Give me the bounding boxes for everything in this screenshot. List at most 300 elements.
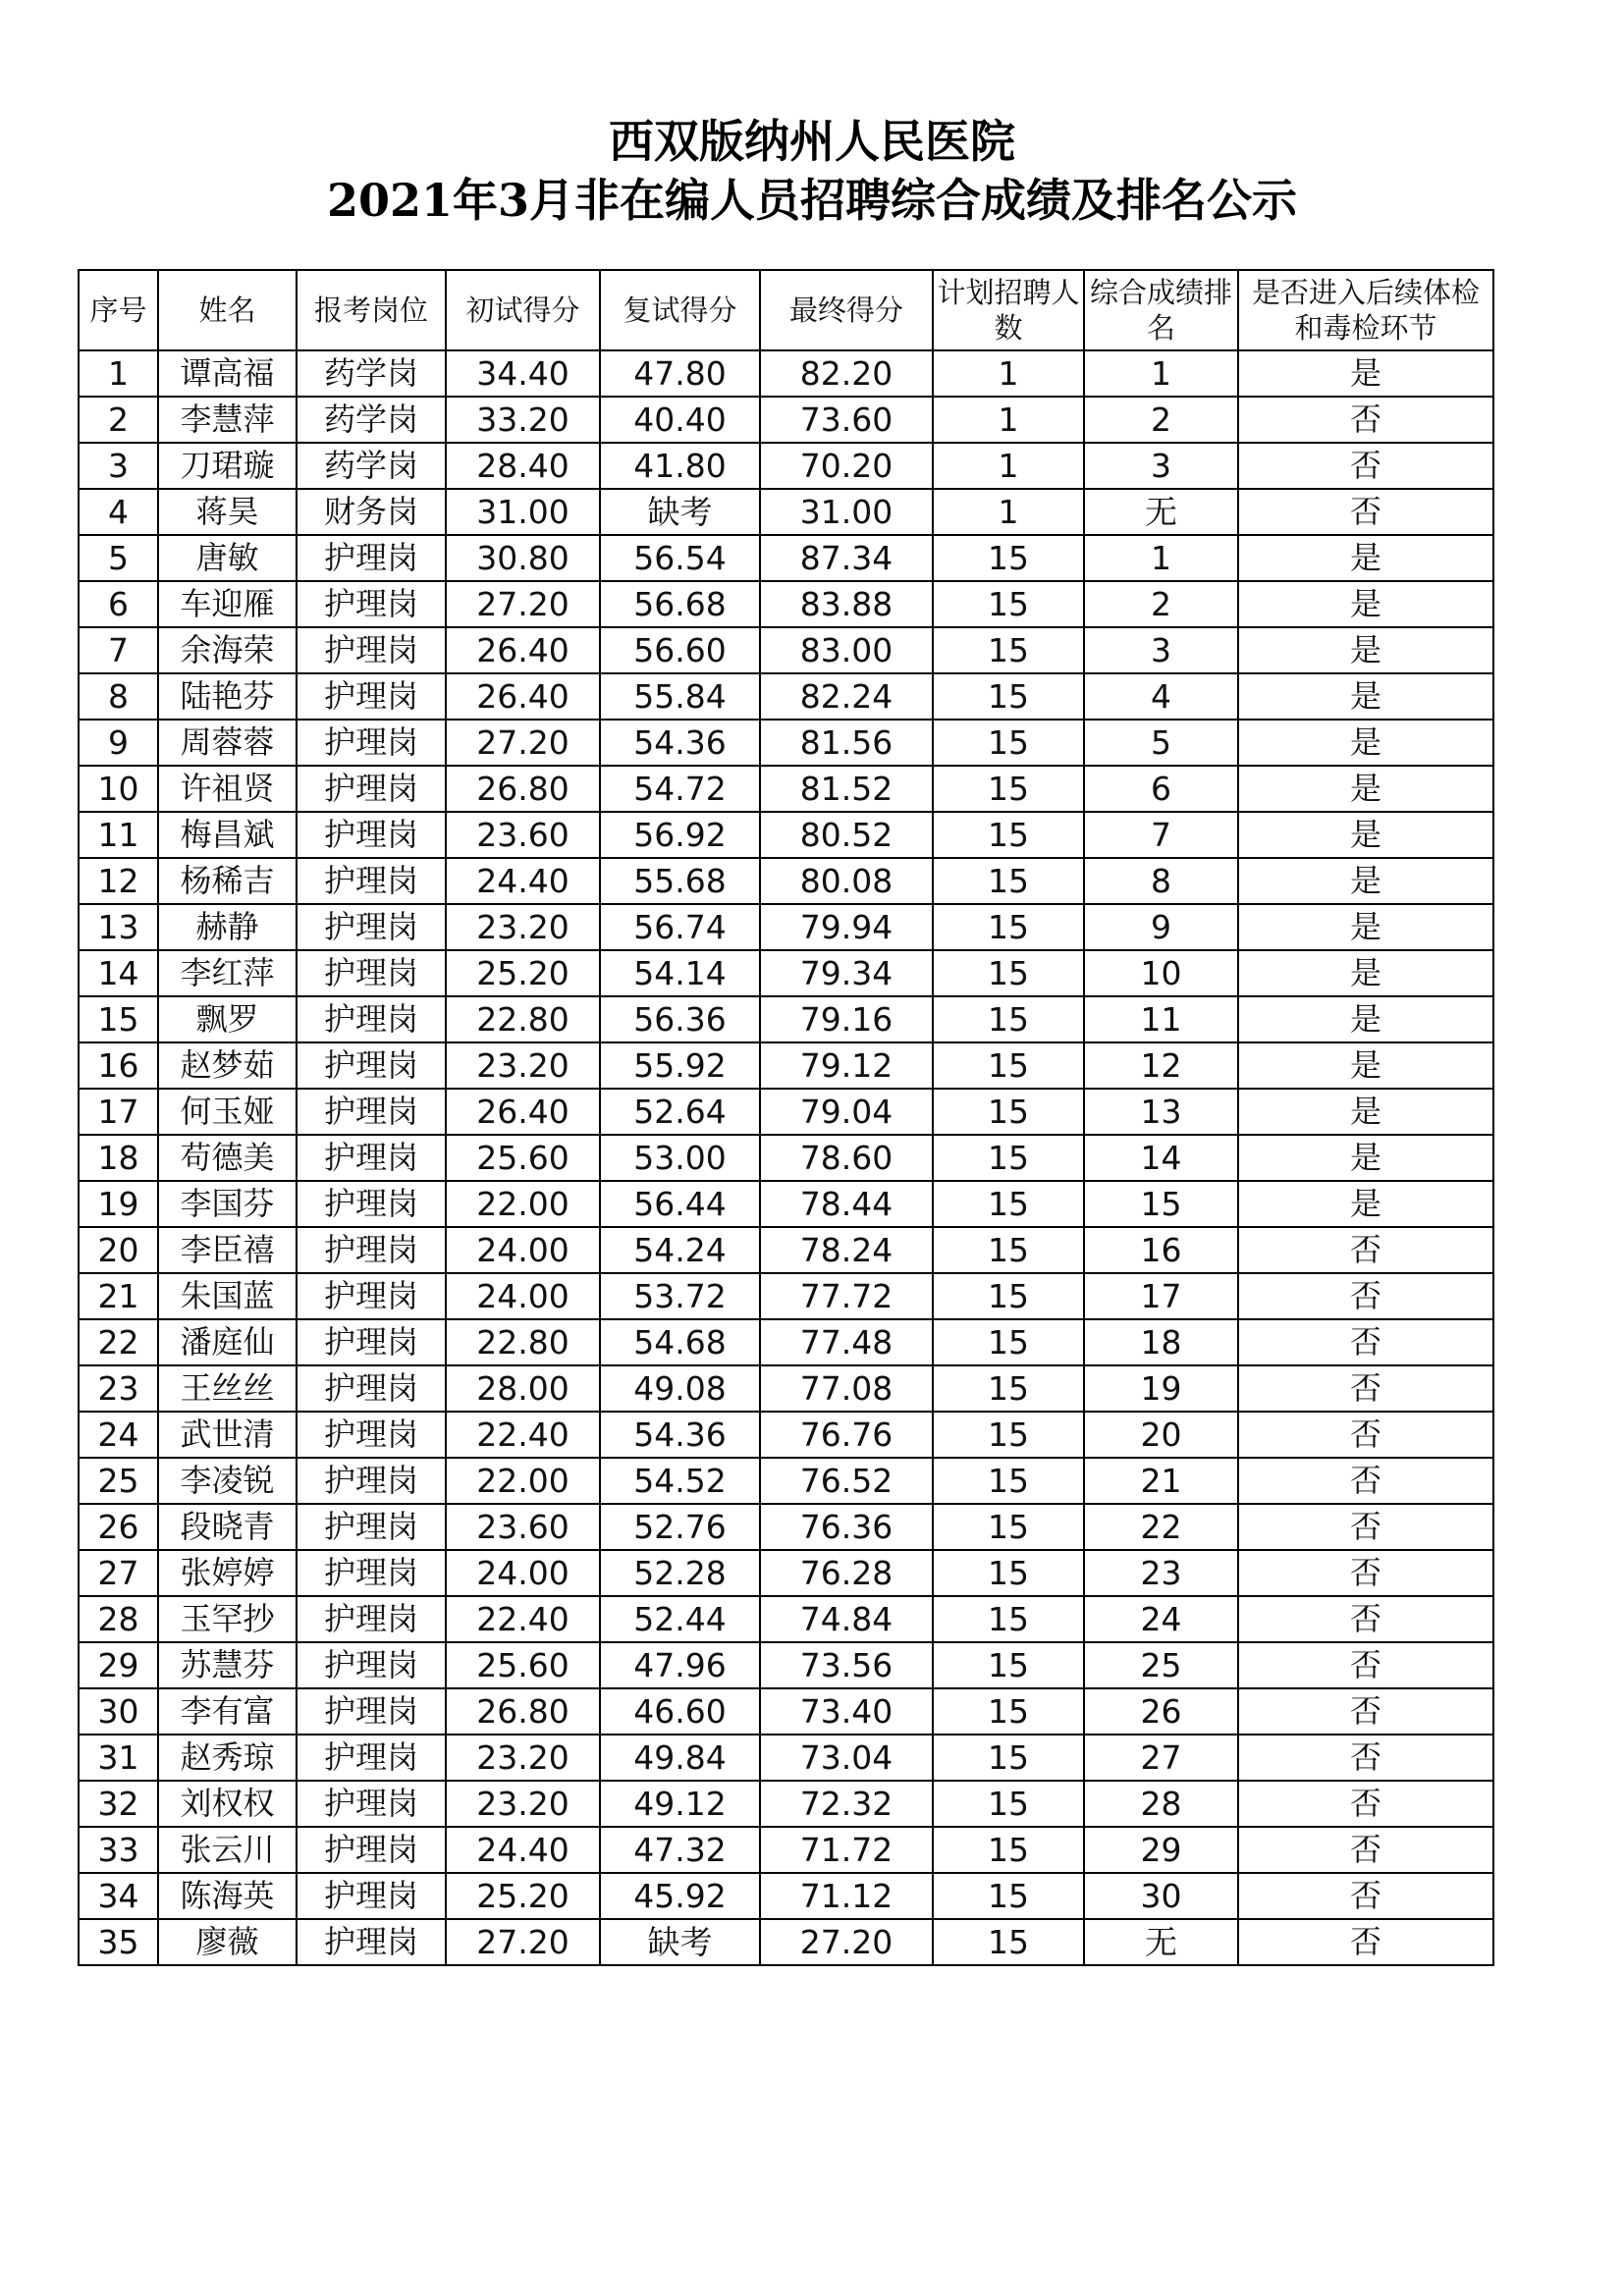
cell-final-score: 78.44 [760,1181,933,1227]
cell-rank: 6 [1084,766,1238,812]
cell-post: 护理岗 [297,581,446,627]
cell-final-score: 79.16 [760,996,933,1042]
cell-next-step: 否 [1238,1919,1493,1965]
cell-plan: 15 [933,1458,1084,1504]
cell-next-step: 否 [1238,1642,1493,1688]
cell-plan: 15 [933,627,1084,673]
cell-next-step: 是 [1238,1089,1493,1135]
cell-first-score: 22.00 [446,1181,600,1227]
table-row [79,581,1493,627]
cell-first-score: 22.40 [446,1596,600,1642]
cell-name: 潘庭仙 [158,1319,297,1365]
cell-second-score: 54.52 [600,1458,760,1504]
table-row [79,1781,1493,1827]
cell-second-score: 55.84 [600,673,760,720]
cell-rank: 8 [1084,858,1238,904]
table-row [79,1458,1493,1504]
table-row [79,1181,1493,1227]
cell-plan: 15 [933,673,1084,720]
table-row [79,535,1493,581]
cell-plan: 15 [933,1873,1084,1919]
table-row [79,1504,1493,1550]
table-row [79,1135,1493,1181]
cell-second-score: 54.36 [600,720,760,766]
cell-no: 3 [79,443,158,489]
cell-second-score: 47.32 [600,1827,760,1873]
cell-first-score: 25.20 [446,950,600,996]
table-row [79,1596,1493,1642]
table-row [79,1365,1493,1412]
cell-second-score: 56.60 [600,627,760,673]
cell-name: 玉罕抄 [158,1596,297,1642]
cell-rank: 3 [1084,443,1238,489]
cell-first-score: 24.00 [446,1550,600,1596]
cell-rank: 2 [1084,397,1238,443]
cell-first-score: 24.00 [446,1227,600,1273]
cell-plan: 15 [933,1596,1084,1642]
cell-first-score: 25.20 [446,1873,600,1919]
document-subtitle: 2021年3月非在编人员招聘综合成绩及排名公示 [326,174,1298,227]
cell-first-score: 33.20 [446,397,600,443]
cell-no: 9 [79,720,158,766]
cell-final-score: 81.52 [760,766,933,812]
table-row [79,627,1493,673]
table-row [79,1042,1493,1089]
cell-next-step: 是 [1238,581,1493,627]
table-row [79,1412,1493,1458]
cell-first-score: 24.40 [446,858,600,904]
cell-no: 12 [79,858,158,904]
cell-rank: 12 [1084,1042,1238,1089]
cell-name: 车迎雁 [158,581,297,627]
cell-plan: 15 [933,1642,1084,1688]
cell-final-score: 80.52 [760,812,933,858]
cell-second-score: 缺考 [600,1919,760,1965]
cell-name: 苏慧芬 [158,1642,297,1688]
cell-next-step: 否 [1238,1873,1493,1919]
cell-first-score: 27.20 [446,581,600,627]
cell-first-score: 28.40 [446,443,600,489]
cell-name: 武世清 [158,1412,297,1458]
cell-post: 护理岗 [297,1135,446,1181]
cell-rank: 无 [1084,489,1238,535]
cell-first-score: 22.40 [446,1412,600,1458]
cell-second-score: 53.72 [600,1273,760,1319]
cell-next-step: 是 [1238,1042,1493,1089]
cell-final-score: 71.12 [760,1873,933,1919]
cell-plan: 15 [933,1319,1084,1365]
cell-final-score: 70.20 [760,443,933,489]
table-row [79,443,1493,489]
cell-first-score: 34.40 [446,350,600,397]
cell-final-score: 79.12 [760,1042,933,1089]
cell-post: 护理岗 [297,673,446,720]
cell-name: 飘罗 [158,996,297,1042]
cell-name: 李国芬 [158,1181,297,1227]
cell-name: 张婷婷 [158,1550,297,1596]
table-row [79,1688,1493,1735]
cell-second-score: 47.80 [600,350,760,397]
cell-second-score: 55.92 [600,1042,760,1089]
cell-second-score: 52.28 [600,1550,760,1596]
cell-first-score: 28.00 [446,1365,600,1412]
cell-rank: 1 [1084,535,1238,581]
cell-next-step: 否 [1238,1365,1493,1412]
cell-name: 苟德美 [158,1135,297,1181]
cell-plan: 15 [933,1181,1084,1227]
cell-no: 15 [79,996,158,1042]
cell-post: 护理岗 [297,1919,446,1965]
cell-next-step: 否 [1238,1412,1493,1458]
cell-second-score: 53.00 [600,1135,760,1181]
cell-first-score: 25.60 [446,1135,600,1181]
cell-post: 护理岗 [297,1781,446,1827]
cell-post: 护理岗 [297,1550,446,1596]
cell-rank: 20 [1084,1412,1238,1458]
cell-no: 20 [79,1227,158,1273]
cell-next-step: 是 [1238,858,1493,904]
cell-name: 何玉娅 [158,1089,297,1135]
cell-post: 护理岗 [297,1042,446,1089]
table-row [79,1642,1493,1688]
cell-plan: 15 [933,766,1084,812]
cell-plan: 15 [933,1412,1084,1458]
cell-first-score: 27.20 [446,720,600,766]
cell-post: 护理岗 [297,1365,446,1412]
table-row [79,766,1493,812]
cell-first-score: 26.40 [446,1089,600,1135]
cell-name: 唐敏 [158,535,297,581]
cell-post: 护理岗 [297,1688,446,1735]
cell-next-step: 否 [1238,1504,1493,1550]
header-cell-plan: 计划招聘人数 [933,270,1084,350]
header-cell-name: 姓名 [158,270,297,350]
cell-second-score: 47.96 [600,1642,760,1688]
cell-next-step: 否 [1238,1596,1493,1642]
cell-second-score: 52.76 [600,1504,760,1550]
cell-next-step: 否 [1238,1688,1493,1735]
table-row [79,489,1493,535]
cell-next-step: 否 [1238,1735,1493,1781]
cell-next-step: 是 [1238,1135,1493,1181]
cell-first-score: 23.20 [446,1781,600,1827]
cell-no: 7 [79,627,158,673]
table-row [79,720,1493,766]
cell-name: 赵梦茹 [158,1042,297,1089]
cell-rank: 28 [1084,1781,1238,1827]
cell-next-step: 否 [1238,1781,1493,1827]
cell-plan: 15 [933,1227,1084,1273]
cell-first-score: 23.20 [446,1042,600,1089]
cell-plan: 15 [933,1365,1084,1412]
cell-next-step: 否 [1238,1227,1493,1273]
cell-no: 23 [79,1365,158,1412]
cell-first-score: 24.00 [446,1273,600,1319]
table-body [79,350,1493,1965]
cell-plan: 15 [933,1550,1084,1596]
table-row [79,1827,1493,1873]
cell-first-score: 22.80 [446,1319,600,1365]
cell-second-score: 55.68 [600,858,760,904]
cell-final-score: 77.72 [760,1273,933,1319]
cell-post: 药学岗 [297,397,446,443]
cell-first-score: 26.40 [446,627,600,673]
cell-post: 护理岗 [297,766,446,812]
cell-plan: 15 [933,1735,1084,1781]
cell-rank: 7 [1084,812,1238,858]
cell-first-score: 22.80 [446,996,600,1042]
cell-second-score: 49.08 [600,1365,760,1412]
cell-name: 刀珺璇 [158,443,297,489]
cell-first-score: 26.80 [446,766,600,812]
cell-next-step: 否 [1238,1550,1493,1596]
header-row [79,270,1493,350]
cell-post: 护理岗 [297,1735,446,1781]
cell-final-score: 79.04 [760,1089,933,1135]
cell-name: 杨稀吉 [158,858,297,904]
cell-final-score: 77.48 [760,1319,933,1365]
cell-plan: 15 [933,1089,1084,1135]
cell-next-step: 否 [1238,1319,1493,1365]
cell-second-score: 54.14 [600,950,760,996]
table-row [79,397,1493,443]
cell-name: 李凌锐 [158,1458,297,1504]
cell-final-score: 83.00 [760,627,933,673]
cell-no: 24 [79,1412,158,1458]
cell-rank: 13 [1084,1089,1238,1135]
table-row [79,1735,1493,1781]
cell-first-score: 30.80 [446,535,600,581]
cell-plan: 15 [933,581,1084,627]
cell-final-score: 77.08 [760,1365,933,1412]
cell-plan: 15 [933,720,1084,766]
cell-second-score: 缺考 [600,489,760,535]
cell-next-step: 否 [1238,489,1493,535]
cell-rank: 22 [1084,1504,1238,1550]
cell-final-score: 79.94 [760,904,933,950]
cell-final-score: 31.00 [760,489,933,535]
cell-second-score: 46.60 [600,1688,760,1735]
cell-rank: 17 [1084,1273,1238,1319]
cell-second-score: 49.12 [600,1781,760,1827]
cell-rank: 18 [1084,1319,1238,1365]
cell-no: 18 [79,1135,158,1181]
cell-final-score: 78.24 [760,1227,933,1273]
cell-final-score: 81.56 [760,720,933,766]
table-row [79,812,1493,858]
cell-no: 28 [79,1596,158,1642]
header-cell-first-score: 初试得分 [446,270,600,350]
cell-no: 30 [79,1688,158,1735]
cell-second-score: 56.74 [600,904,760,950]
cell-post: 护理岗 [297,1596,446,1642]
cell-no: 31 [79,1735,158,1781]
cell-post: 护理岗 [297,1873,446,1919]
cell-next-step: 否 [1238,1827,1493,1873]
cell-next-step: 否 [1238,443,1493,489]
cell-next-step: 是 [1238,535,1493,581]
cell-name: 赵秀琼 [158,1735,297,1781]
cell-name: 廖薇 [158,1919,297,1965]
cell-name: 李臣禧 [158,1227,297,1273]
cell-final-score: 82.20 [760,350,933,397]
cell-plan: 15 [933,1504,1084,1550]
cell-plan: 15 [933,535,1084,581]
cell-name: 谭高福 [158,350,297,397]
cell-rank: 26 [1084,1688,1238,1735]
cell-no: 19 [79,1181,158,1227]
cell-name: 许祖贤 [158,766,297,812]
header-cell-next-step: 是否进入后续体检和毒检环节 [1238,270,1493,350]
cell-next-step: 是 [1238,812,1493,858]
cell-no: 29 [79,1642,158,1688]
cell-no: 10 [79,766,158,812]
cell-name: 刘权权 [158,1781,297,1827]
cell-name: 余海荣 [158,627,297,673]
cell-no: 11 [79,812,158,858]
cell-second-score: 52.44 [600,1596,760,1642]
cell-name: 陈海英 [158,1873,297,1919]
cell-second-score: 41.80 [600,443,760,489]
cell-post: 药学岗 [297,443,446,489]
table-row [79,1919,1493,1965]
cell-first-score: 25.60 [446,1642,600,1688]
cell-first-score: 26.40 [446,673,600,720]
cell-no: 21 [79,1273,158,1319]
cell-next-step: 是 [1238,350,1493,397]
cell-plan: 15 [933,1781,1084,1827]
table-row [79,1227,1493,1273]
cell-name: 张云川 [158,1827,297,1873]
table-row [79,1319,1493,1365]
cell-no: 22 [79,1319,158,1365]
cell-first-score: 31.00 [446,489,600,535]
cell-post: 护理岗 [297,1273,446,1319]
cell-final-score: 82.24 [760,673,933,720]
cell-name: 梅昌斌 [158,812,297,858]
cell-post: 护理岗 [297,812,446,858]
cell-post: 护理岗 [297,1458,446,1504]
cell-second-score: 56.92 [600,812,760,858]
cell-name: 周蓉蓉 [158,720,297,766]
cell-plan: 1 [933,443,1084,489]
cell-post: 护理岗 [297,858,446,904]
cell-name: 赫静 [158,904,297,950]
cell-second-score: 49.84 [600,1735,760,1781]
table-row [79,1273,1493,1319]
cell-first-score: 27.20 [446,1919,600,1965]
cell-next-step: 是 [1238,996,1493,1042]
cell-no: 6 [79,581,158,627]
cell-plan: 15 [933,1827,1084,1873]
cell-rank: 5 [1084,720,1238,766]
cell-rank: 27 [1084,1735,1238,1781]
cell-plan: 15 [933,904,1084,950]
cell-rank: 19 [1084,1365,1238,1412]
cell-no: 27 [79,1550,158,1596]
table-row [79,1550,1493,1596]
cell-final-score: 71.72 [760,1827,933,1873]
cell-no: 34 [79,1873,158,1919]
cell-rank: 21 [1084,1458,1238,1504]
cell-final-score: 76.28 [760,1550,933,1596]
cell-post: 护理岗 [297,1181,446,1227]
cell-no: 4 [79,489,158,535]
document-title: 西双版纳州人民医院 [609,115,1015,168]
cell-next-step: 是 [1238,673,1493,720]
cell-post: 护理岗 [297,1412,446,1458]
table-row [79,858,1493,904]
cell-post: 财务岗 [297,489,446,535]
cell-post: 护理岗 [297,1089,446,1135]
cell-rank: 25 [1084,1642,1238,1688]
cell-final-score: 73.56 [760,1642,933,1688]
cell-no: 2 [79,397,158,443]
cell-final-score: 79.34 [760,950,933,996]
cell-final-score: 74.84 [760,1596,933,1642]
cell-rank: 9 [1084,904,1238,950]
cell-first-score: 23.20 [446,904,600,950]
table-row [79,673,1493,720]
cell-first-score: 23.20 [446,1735,600,1781]
cell-next-step: 是 [1238,766,1493,812]
cell-rank: 2 [1084,581,1238,627]
cell-no: 1 [79,350,158,397]
cell-no: 5 [79,535,158,581]
cell-rank: 30 [1084,1873,1238,1919]
cell-final-score: 76.36 [760,1504,933,1550]
table-row [79,996,1493,1042]
cell-second-score: 54.68 [600,1319,760,1365]
cell-rank: 14 [1084,1135,1238,1181]
cell-rank: 23 [1084,1550,1238,1596]
cell-final-score: 83.88 [760,581,933,627]
cell-final-score: 78.60 [760,1135,933,1181]
header-cell-second-score: 复试得分 [600,270,760,350]
cell-name: 李慧萍 [158,397,297,443]
cell-rank: 29 [1084,1827,1238,1873]
cell-second-score: 56.54 [600,535,760,581]
cell-next-step: 是 [1238,950,1493,996]
header-cell-final-score: 最终得分 [760,270,933,350]
cell-rank: 1 [1084,350,1238,397]
cell-name: 李红萍 [158,950,297,996]
cell-rank: 4 [1084,673,1238,720]
cell-name: 段晓青 [158,1504,297,1550]
cell-plan: 15 [933,1919,1084,1965]
cell-name: 陆艳芬 [158,673,297,720]
cell-next-step: 是 [1238,1181,1493,1227]
cell-post: 护理岗 [297,1227,446,1273]
results-table [78,269,1494,1966]
cell-no: 33 [79,1827,158,1873]
cell-rank: 10 [1084,950,1238,996]
cell-no: 13 [79,904,158,950]
cell-first-score: 23.60 [446,812,600,858]
cell-post: 护理岗 [297,627,446,673]
cell-second-score: 54.24 [600,1227,760,1273]
table-row [79,904,1493,950]
cell-name: 王丝丝 [158,1365,297,1412]
cell-rank: 24 [1084,1596,1238,1642]
cell-final-score: 87.34 [760,535,933,581]
cell-second-score: 56.44 [600,1181,760,1227]
cell-no: 8 [79,673,158,720]
cell-first-score: 23.60 [446,1504,600,1550]
cell-plan: 15 [933,996,1084,1042]
cell-next-step: 否 [1238,1273,1493,1319]
cell-plan: 15 [933,858,1084,904]
